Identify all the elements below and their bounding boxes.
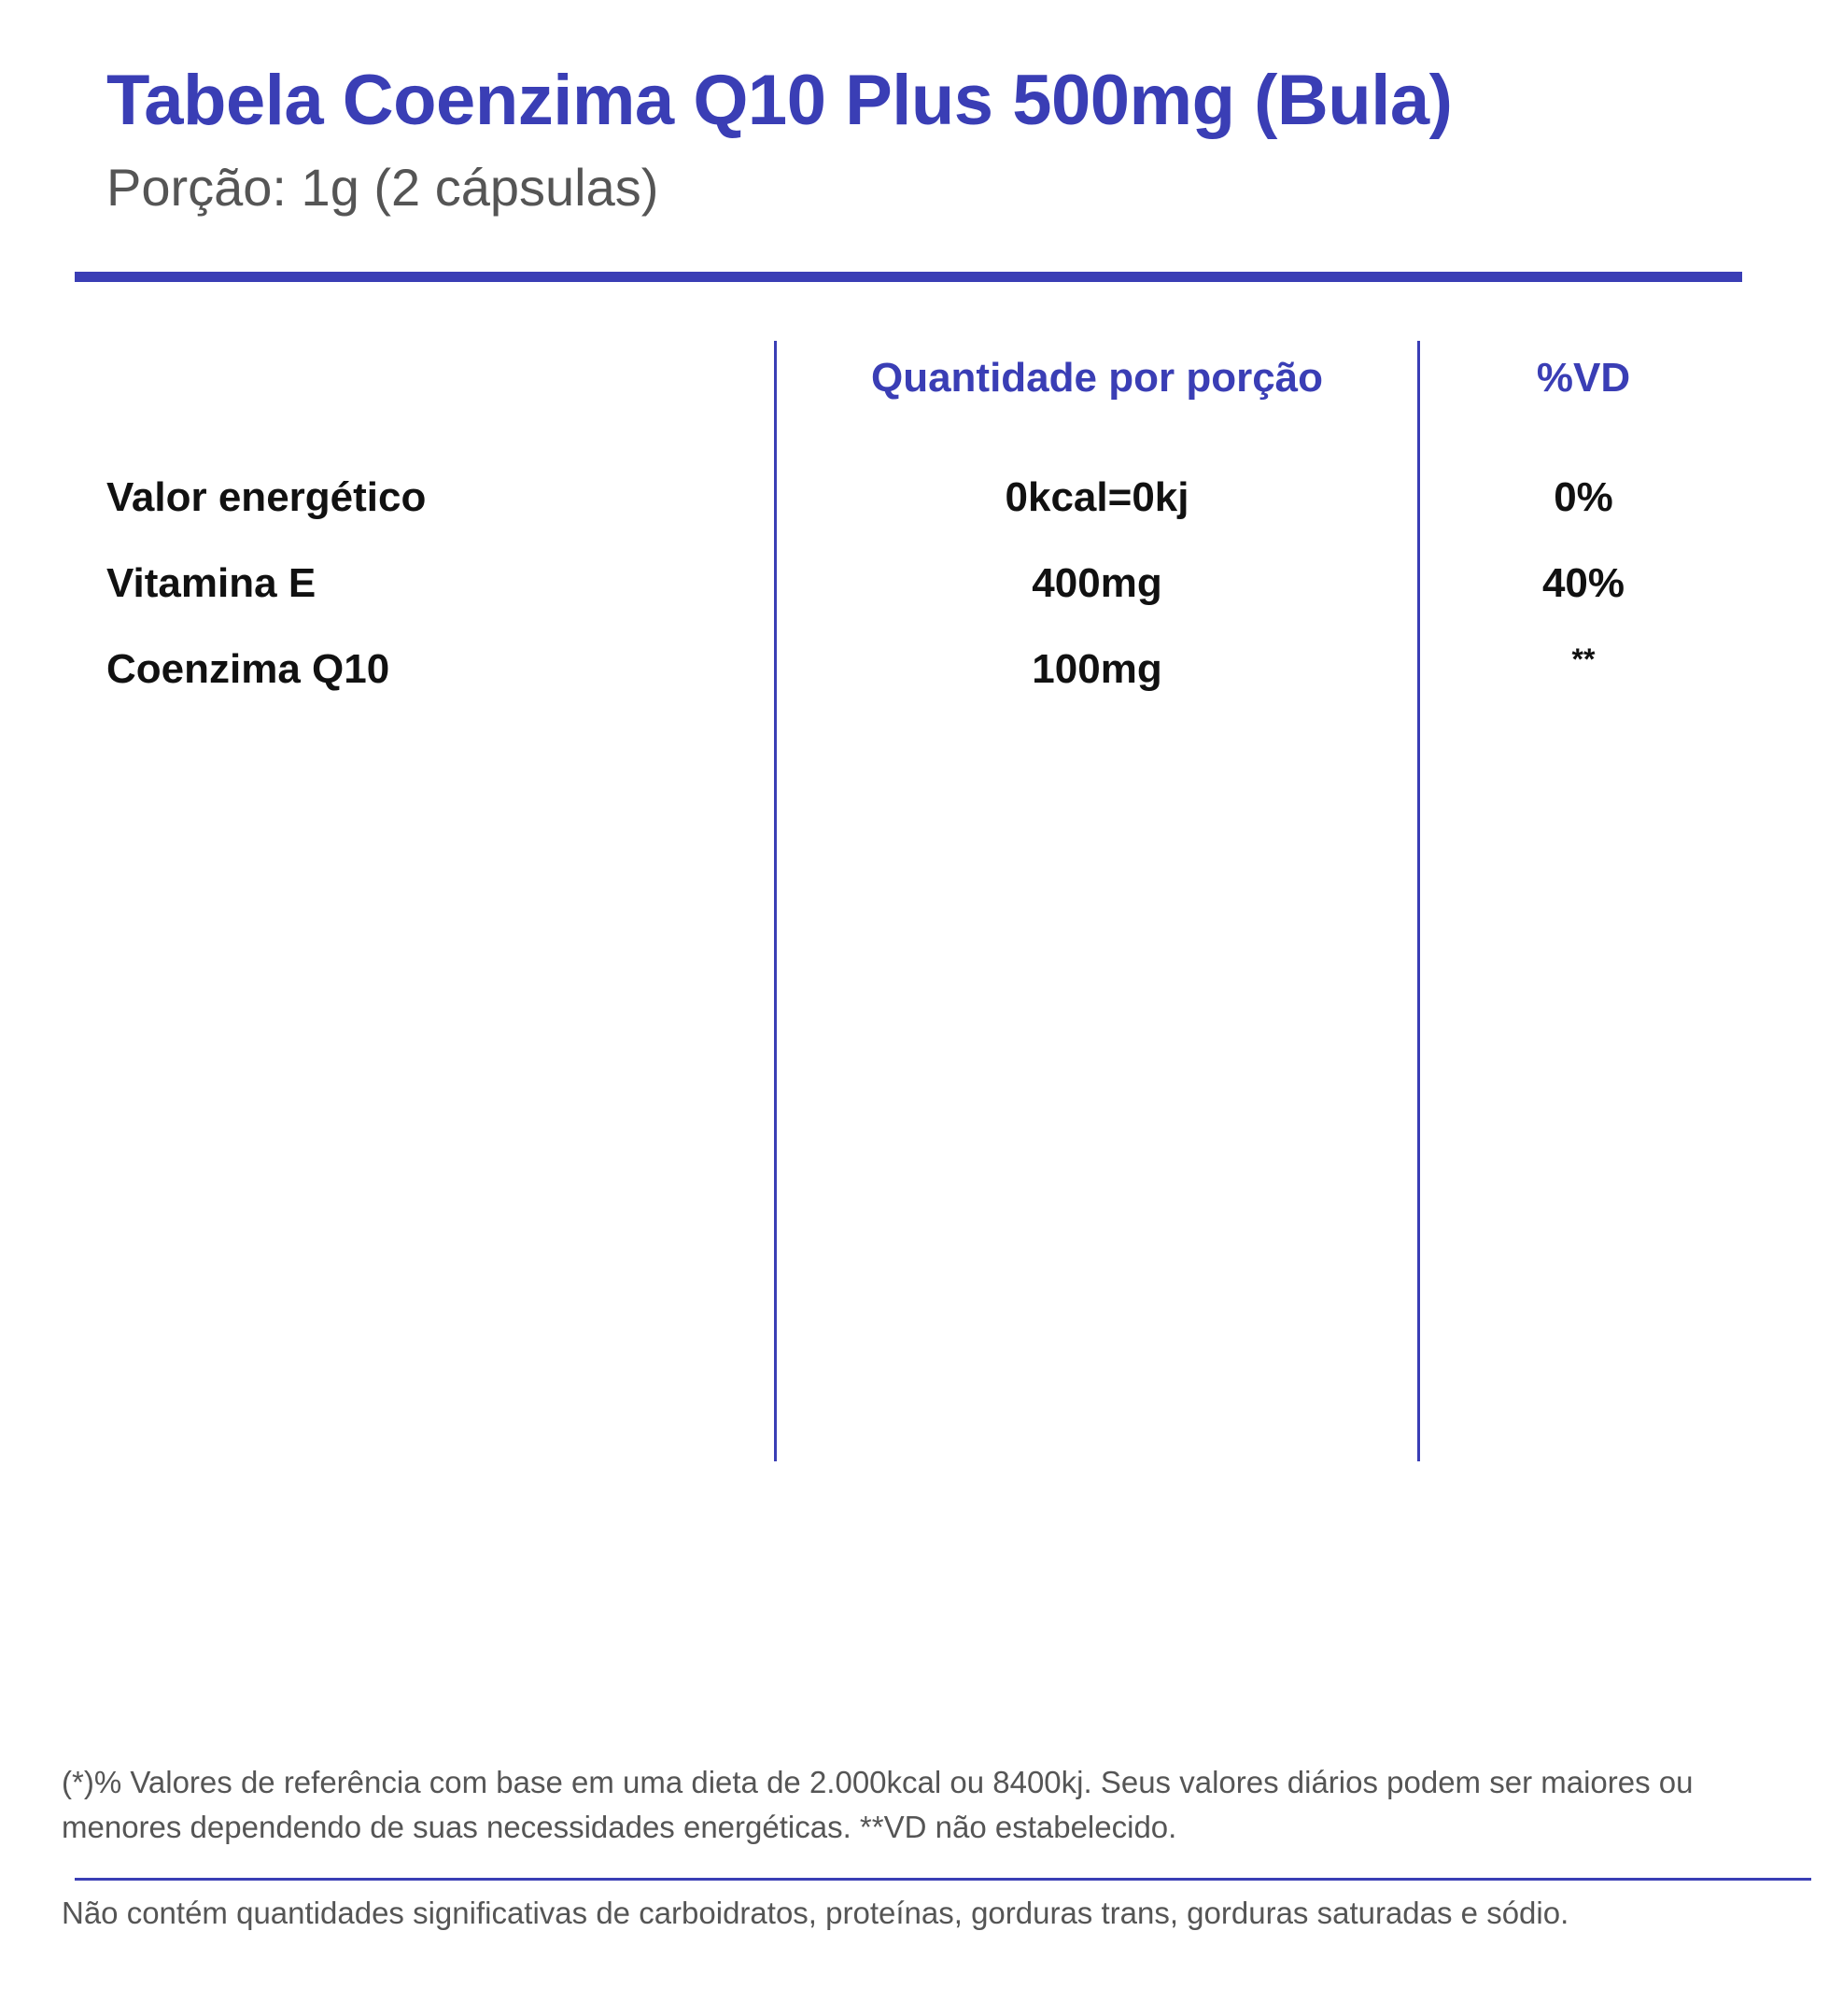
table-row	[0, 642, 1829, 712]
portion-subtitle: Porção: 1g (2 cápsulas)	[106, 158, 659, 217]
nutrient-quantity: 0kcal=0kj	[1005, 474, 1189, 520]
reference-footnote: (*)% Valores de referência com base em uma dieta de 2.000kcal ou 8400kj. Seus valores diários podem ser maiores ou menores dependendo de suas necessidades energéticas. **VD não estabelecido.	[62, 1765, 1694, 1844]
nutrient-name: Valor energético	[106, 474, 427, 520]
table-row	[0, 560, 1829, 626]
nutrient-name: Coenzima Q10	[106, 646, 390, 692]
nutrient-quantity: 100mg	[1032, 646, 1162, 692]
page-title: Tabela Coenzima Q10 Plus 500mg (Bula)	[106, 61, 1453, 140]
table-row	[0, 474, 1829, 540]
nutrient-name: Vitamina E	[106, 560, 317, 606]
column-header-dv: %VD	[1536, 355, 1631, 401]
nutrient-dv: 40%	[1541, 560, 1625, 606]
nutrient-dv: **	[1571, 642, 1596, 676]
footer-divider	[75, 1878, 1811, 1881]
nutrient-quantity: 400mg	[1032, 560, 1162, 606]
header-divider	[75, 272, 1742, 282]
not-contains-note: Não contém quantidades significativas de carboidratos, proteínas, gorduras trans, gorduras saturadas e sódio.	[62, 1896, 1569, 1930]
column-header-quantity: Quantidade por porção	[870, 355, 1324, 401]
nutrient-dv: 0%	[1554, 474, 1613, 520]
